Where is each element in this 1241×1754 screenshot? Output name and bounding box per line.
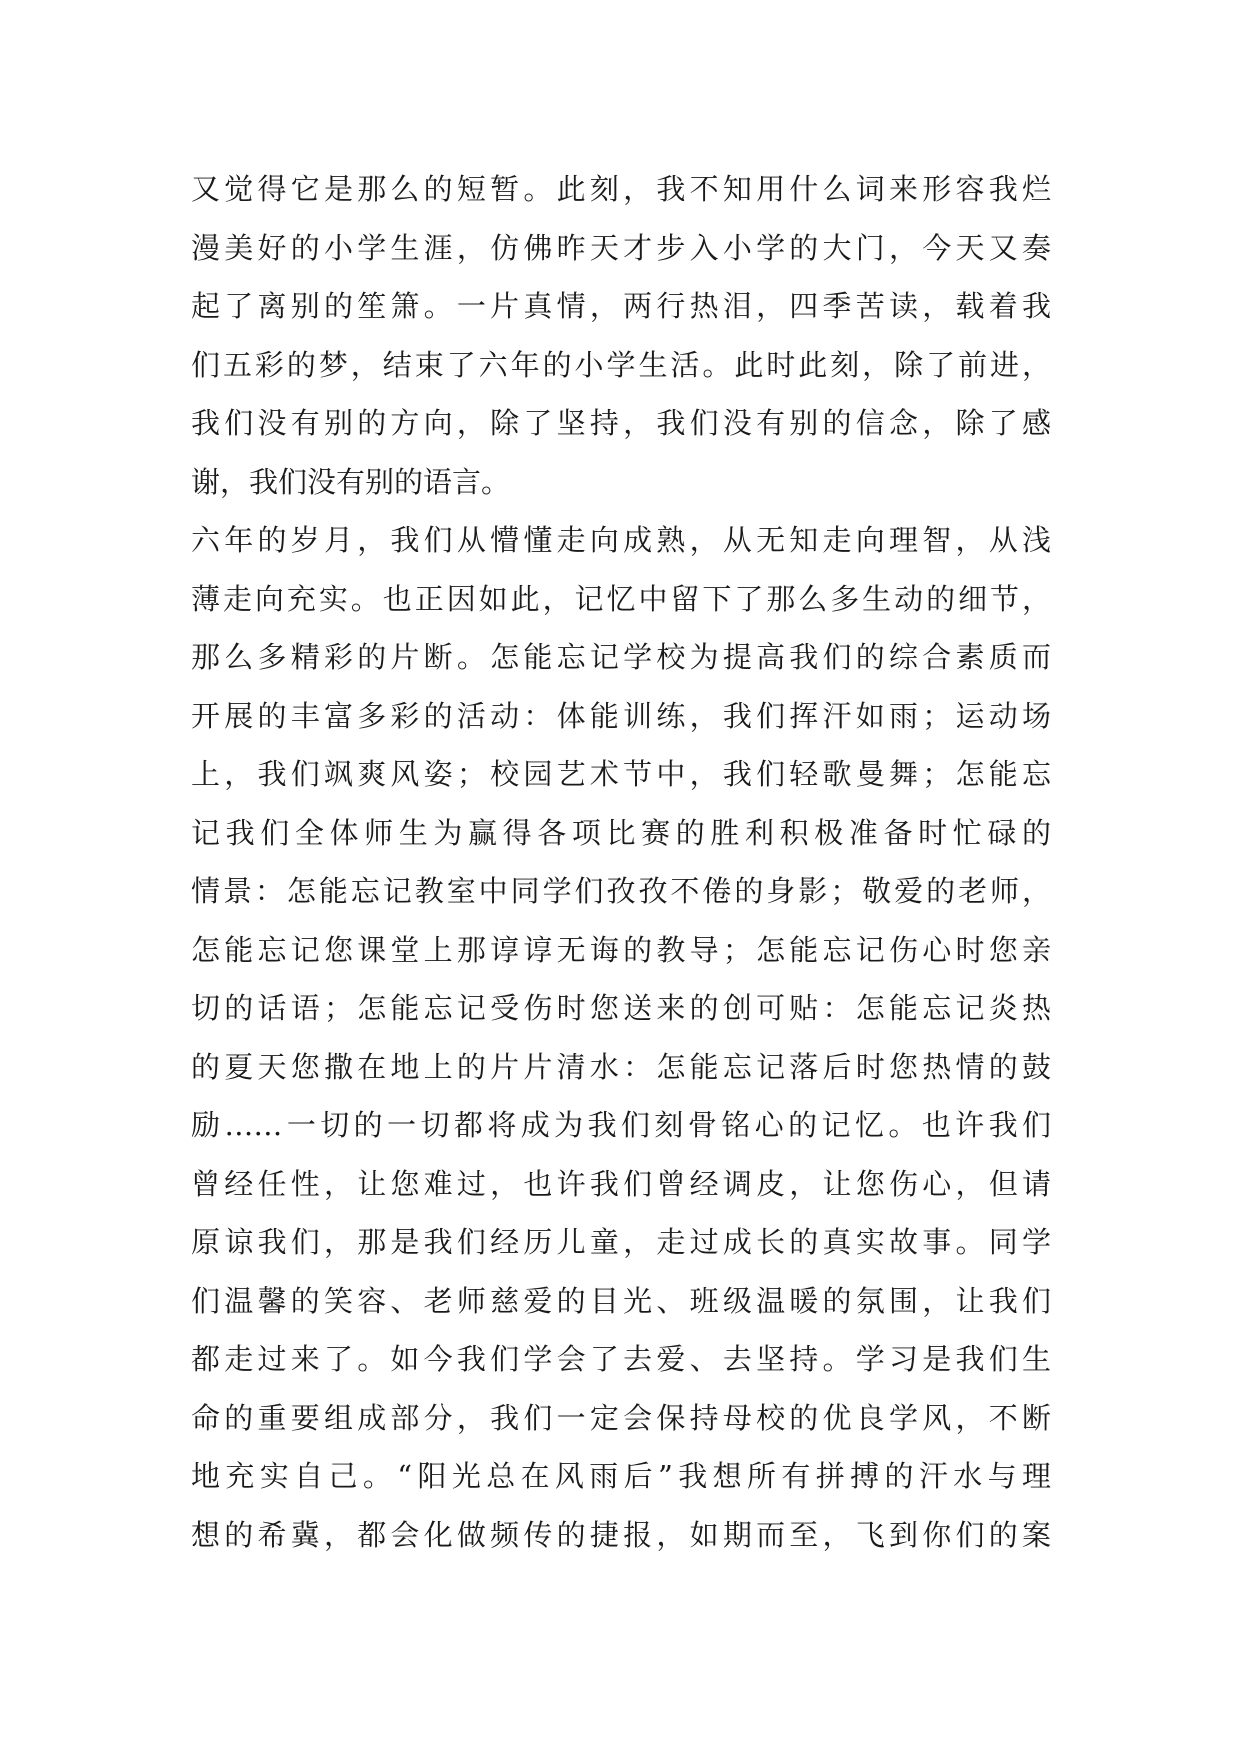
text-line: 起了离别的笙箫。一片真情，两行热泪，四季苦读，载着我: [191, 289, 1051, 323]
text-line: 那么多精彩的片断。怎能忘记学校为提高我们的综合素质而: [191, 640, 1051, 674]
text-line: 开展的丰富多彩的活动：体能训练，我们挥汗如雨；运动场: [191, 698, 1051, 733]
text-line: 怎能忘记您课堂上那谆谆无诲的教导；怎能忘记伤心时您亲: [191, 932, 1051, 967]
text-line: 们五彩的梦，结束了六年的小学生活。此时此刻，除了前进，: [191, 347, 1051, 382]
text-line: 想的希冀，都会化做频传的捷报，如期而至，飞到你们的案: [191, 1517, 1051, 1552]
text-line: 记我们全体师生为赢得各项比赛的胜利积极准备时忙碌的: [191, 815, 1051, 850]
text-line: 薄走向充实。也正因如此，记忆中留下了那么多生动的细节，: [191, 581, 1051, 616]
text-line: 们温馨的笑容、老师慈爱的目光、班级温暖的氛围，让我们: [191, 1283, 1051, 1318]
text-line: 六年的岁月，我们从懵懂走向成熟，从无知走向理智，从浅: [191, 523, 1051, 557]
text-line: 切的话语；怎能忘记受伤时您送来的创可贴：怎能忘记炎热: [191, 991, 1051, 1025]
text-line: 又觉得它是那么的短暂。此刻，我不知用什么词来形容我烂: [191, 172, 1051, 206]
text-line: 的夏天您撒在地上的片片清水：怎能忘记落后时您热情的鼓: [191, 1049, 1051, 1084]
body-text: [191, 160, 1051, 1564]
text-line: 命的重要组成部分，我们一定会保持母校的优良学风，不断: [191, 1400, 1051, 1435]
text-line: 谢，我们没有别的语言。: [191, 464, 511, 499]
text-line: 情景：怎能忘记教室中同学们孜孜不倦的身影；敬爱的老师，: [191, 874, 1051, 908]
text-line: 我们没有别的方向，除了坚持，我们没有别的信念，除了感: [191, 406, 1051, 440]
text-line: 原谅我们，那是我们经历儿童，走过成长的真实故事。同学: [191, 1225, 1051, 1259]
text-line: 曾经任性，让您难过，也许我们曾经调皮，让您伤心，但请: [191, 1166, 1051, 1201]
text-line: 励……一切的一切都将成为我们刻骨铭心的记忆。也许我们: [191, 1108, 1051, 1142]
text-line: 都走过来了。如今我们学会了去爱、去坚持。学习是我们生: [191, 1342, 1051, 1376]
text-line: 漫美好的小学生涯，仿佛昨天才步入小学的大门，今天又奏: [191, 230, 1051, 265]
text-line: 上，我们飒爽风姿；校园艺术节中，我们轻歌曼舞；怎能忘: [191, 757, 1051, 791]
text-line: 地充实自己。“阳光总在风雨后”我想所有拼搏的汗水与理: [191, 1459, 1051, 1493]
